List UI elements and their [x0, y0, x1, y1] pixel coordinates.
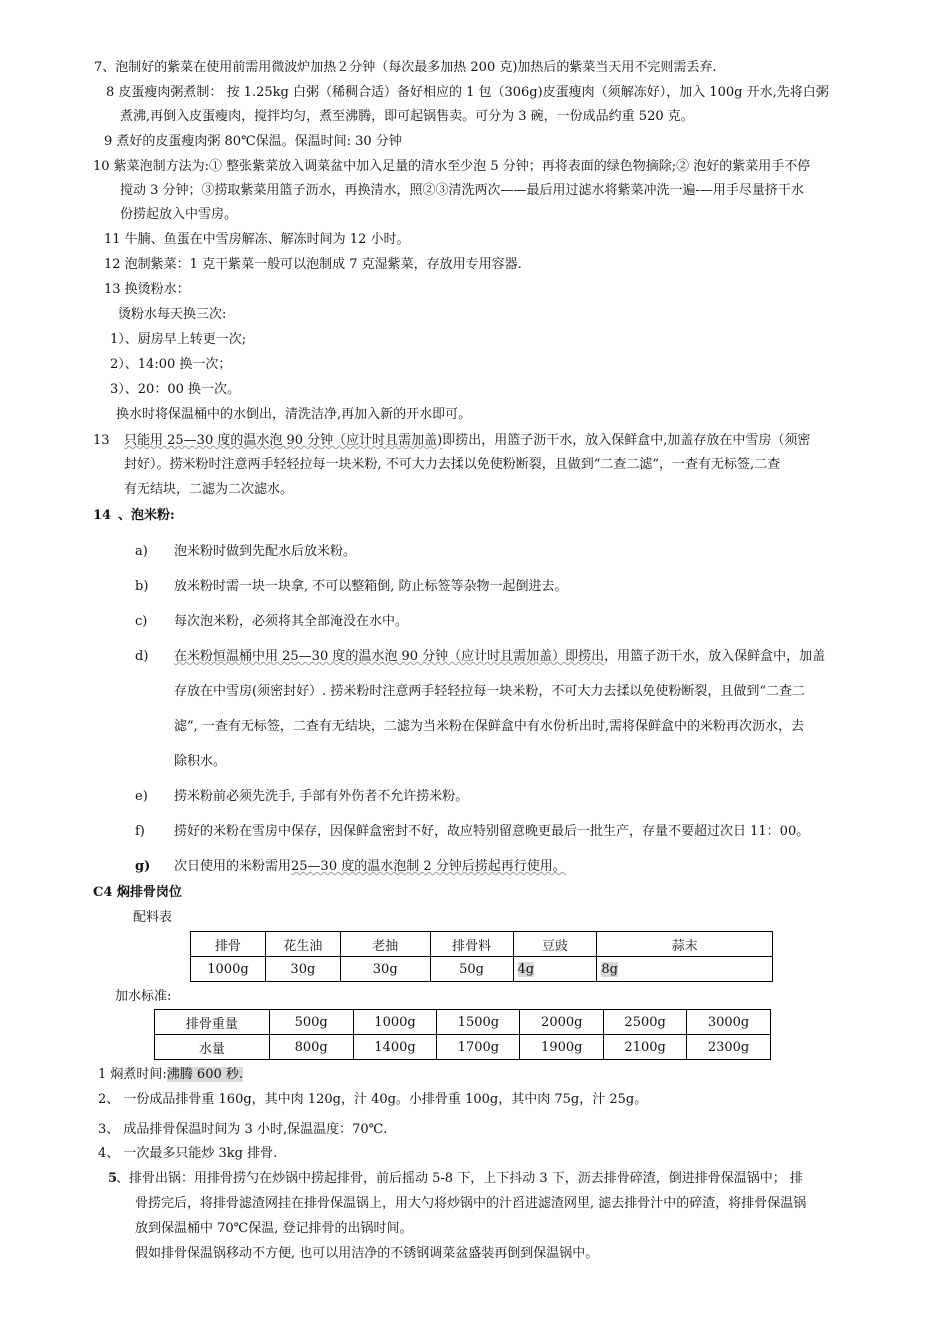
- table-cell: 豆豉: [513, 932, 597, 957]
- table-cell: 2500g: [604, 1010, 687, 1035]
- step-8-line2: 煮沸,再倒入皮蛋瘦肉，搅拌均匀，煮至沸腾，即可起锅售卖。可分为 3 碗，一份成品约重 520 克。: [120, 109, 694, 124]
- underlined-text: 25—30 度的温水泡制 2 分钟后捞起再行使用。: [291, 859, 566, 874]
- step-13b-line3: 有无结块，二滤为二次滤水。: [124, 482, 294, 497]
- item-d-line4: 除积水。: [174, 754, 227, 769]
- table-cell: 800g: [269, 1035, 353, 1060]
- note-5-number: 5: [108, 1171, 118, 1186]
- step-13-item2: 2）、14:00 换一次；: [110, 357, 232, 372]
- step-13b-line2: 封好）。捞米粉时注意两手轻轻拉每一块米粉, 不可大力去揉以免使粉断裂，且做到“二查二滤”，一查有无标签,二查: [124, 457, 781, 472]
- table-cell: 50g: [430, 957, 513, 982]
- note-5-line4: 假如排骨保温锅移动不方便, 也可以用洁净的不锈钢调菜盆盛装再倒到保温锅中。: [135, 1246, 599, 1261]
- highlighted-value: 沸腾 600 秒.: [166, 1067, 244, 1082]
- step-12: 12 泡制紫菜：1 克干紫菜一般可以泡制成 7 克湿紫菜，存放用专用容器.: [104, 257, 522, 272]
- step-14-title: 、泡米粉:: [118, 508, 175, 523]
- underlined-text: 只能用 25—30 度的温水泡 90 分钟（应计时且需加盖): [124, 433, 443, 448]
- step-8-line1: 8 皮蛋瘦肉粥煮制： 按 1.25kg 白粥（稀稠合适）备好相应的 1 包（306g)皮蛋瘦肉（须解冻好），加入 100g 开水,先将白粥: [106, 85, 829, 100]
- note-5-line1: 、排骨出锅：用排骨捞勺在炒锅中捞起排骨，前后摇动 5-8 下，上下抖动 3 下，沥去排骨碎渣，倒进排骨保温锅中； 排: [116, 1171, 803, 1186]
- underlined-text: 在米粉恒温桶中用 25—30 度的温水泡 90 分钟（应计时且需加盖）即捞出: [174, 649, 605, 664]
- note-5-line3: 放到保温桶中 70℃保温, 登记排骨的出锅时间。: [135, 1221, 413, 1236]
- table-cell: 1000g: [353, 1010, 437, 1035]
- note-5-line2: 骨捞完后，将排骨滤渣网挂在排骨保温锅上，用大勺将炒锅中的汁舀进滤渣网里, 滤去排骨汁中的碎渣，将排骨保温锅: [135, 1196, 807, 1211]
- step-13b-number: 13: [93, 433, 110, 448]
- item-a-marker: a): [135, 544, 148, 559]
- note-1: 1 焖煮时间:沸腾 600 秒.: [98, 1067, 244, 1082]
- table-cell: 2000g: [520, 1010, 604, 1035]
- item-g-marker: g): [135, 859, 151, 874]
- table-cell: 2100g: [604, 1035, 687, 1060]
- table-cell: 3000g: [687, 1010, 771, 1035]
- table-cell: 30g: [340, 957, 430, 982]
- table-cell: 排骨: [191, 932, 266, 957]
- ingredients-caption: 配料表: [133, 910, 173, 925]
- table-cell: 水量: [155, 1035, 270, 1060]
- item-d-marker: d): [135, 649, 149, 664]
- item-d-line2: 存放在中雪房(须密封好）. 捞米粉时注意两手轻轻拉每一块米粉，不可大力去揉以免使粉断裂，且做到“二查二: [174, 684, 805, 699]
- step-10-line1: 10 紫菜泡制方法为:① 整张紫菜放入调菜盆中加入足量的清水至少泡 5 分钟；再将表面的绿色物摘除;② 泡好的紫菜用手不停: [93, 159, 811, 174]
- step-11: 11 牛腩、鱼蛋在中雪房解冻、解冻时间为 12 小时。: [104, 232, 410, 247]
- step-14-number: 14: [93, 508, 112, 523]
- note-2: 2、 一份成品排骨重 160g，其中肉 120g，汁 40g。小排骨重 100g，其中肉 75g，汁 25g。: [98, 1092, 648, 1107]
- highlighted-value: 8g: [601, 961, 618, 977]
- ingredients-header-row: [191, 932, 773, 957]
- table-cell: 排骨重量: [155, 1010, 270, 1035]
- step-13-item1: 1）、厨房早上转更一次;: [110, 332, 247, 347]
- item-f: 捞好的米粉在雪房中保存，因保鲜盒密封不好，故应特别留意晚更最后一批生产，存量不要超过次日 11：00。: [174, 824, 810, 839]
- item-c: 每次泡米粉，必须将其全部淹没在水中。: [174, 614, 409, 629]
- item-f-marker: f): [135, 824, 145, 839]
- step-13-intro: 烫粉水每天换三次:: [118, 307, 227, 322]
- ingredients-value-row: [191, 957, 773, 982]
- table-cell: 老抽: [340, 932, 430, 957]
- item-c-marker: c): [135, 614, 148, 629]
- water-amount-row: [155, 1035, 771, 1060]
- table-cell: 蒜末: [597, 932, 773, 957]
- step-9: 9 煮好的皮蛋瘦肉粥 80℃保温。保温时间: 30 分钟: [104, 134, 402, 149]
- table-cell: [597, 957, 773, 982]
- table-cell: 花生油: [265, 932, 340, 957]
- table-cell: 1500g: [437, 1010, 520, 1035]
- table-cell: 1900g: [520, 1035, 604, 1060]
- step-10-line3: 份捞起放入中雪房。: [120, 207, 238, 222]
- table-cell: 排骨料: [430, 932, 513, 957]
- step-13b-line1: 只能用 25—30 度的温水泡 90 分钟（应计时且需加盖)即捞出，用篮子沥干水，放入保鲜盒中,加盖存放在中雪房（须密: [124, 433, 811, 448]
- table-cell: [513, 957, 597, 982]
- item-g: 次日使用的米粉需用25—30 度的温水泡制 2 分钟后捞起再行使用。: [174, 859, 566, 874]
- step-13-item3: 3）、20：00 换一次。: [110, 382, 240, 397]
- table-cell: 1000g: [191, 957, 266, 982]
- table-cell: 30g: [265, 957, 340, 982]
- highlighted-value: 4g: [517, 961, 535, 977]
- table-cell: 2300g: [687, 1035, 771, 1060]
- table-cell: 1400g: [353, 1035, 437, 1060]
- item-b-marker: b): [135, 579, 149, 594]
- step-13-note: 换水时将保温桶中的水倒出，清洗洁净,再加入新的开水即可。: [116, 407, 472, 422]
- ingredients-table: [190, 931, 773, 982]
- step-7: 7、泡制好的紫菜在使用前需用微波炉加热２分钟（每次最多加热 200 克)加热后的紫菜当天用不完则需丢弃.: [94, 60, 717, 75]
- item-d-line1: 在米粉恒温桶中用 25—30 度的温水泡 90 分钟（应计时且需加盖）即捞出，用篮子沥干水，放入保鲜盒中，加盖: [174, 649, 826, 664]
- item-e-marker: e): [135, 789, 148, 804]
- step-13-title: 13 换烫粉水：: [104, 282, 190, 297]
- item-d-line3: 滤”, 一查有无标签，二查有无结块，二滤为当米粉在保鲜盒中有水份析出时,需将保鲜盒中的米粉再次沥水，去: [174, 719, 805, 734]
- item-a: 泡米粉时做到先配水后放米粉。: [174, 544, 357, 559]
- section-c4-title: C4 焖排骨岗位: [93, 885, 182, 900]
- note-3: 3、 成品排骨保温时间为 3 小时,保温温度：70℃.: [98, 1122, 388, 1137]
- table-cell: 1700g: [437, 1035, 520, 1060]
- water-caption: 加水标准:: [115, 989, 172, 1004]
- table-cell: 500g: [269, 1010, 353, 1035]
- note-4: 4、 一次最多只能炒 3kg 排骨.: [98, 1146, 278, 1161]
- item-b: 放米粉时需一块一块拿, 不可以整箱倒, 防止标签等杂物一起倒进去。: [174, 579, 568, 594]
- item-e: 捞米粉前必须先洗手, 手部有外伤者不允许捞米粉。: [174, 789, 469, 804]
- step-10-line2: 搅动 3 分钟；③捞取紫菜用篮子沥水，再换清水，照②③清洗两次——最后用过滤水将紫菜冲洗一遍-—用手尽量挤干水: [120, 183, 804, 198]
- water-weight-row: [155, 1010, 771, 1035]
- water-table: [154, 1009, 771, 1060]
